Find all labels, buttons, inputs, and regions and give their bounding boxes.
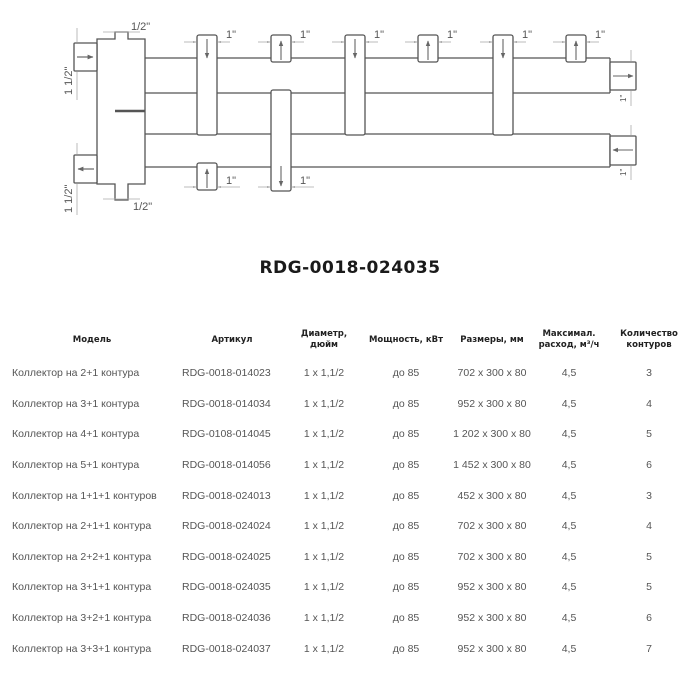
svg-text:1": 1": [226, 175, 237, 187]
cell-diameter: 1 x 1,1/2: [303, 520, 345, 533]
header-power: Мощность, кВт: [368, 334, 444, 345]
cell-diameter: 1 x 1,1/2: [303, 489, 345, 502]
table-row: [8, 572, 692, 603]
svg-text:1/2": 1/2": [131, 21, 151, 33]
cell-article: RDG-0018-024025: [182, 550, 271, 563]
cell-model: Коллектор на 3+1+1 контура: [12, 581, 152, 594]
cell-circuit-count: 5: [646, 428, 652, 441]
svg-text:1": 1": [300, 29, 311, 41]
cell-max-flow: 4,5: [561, 612, 577, 625]
manifold-schematic: [0, 0, 700, 230]
cell-diameter: 1 x 1,1/2: [303, 550, 345, 563]
cell-power: до 85: [392, 489, 420, 502]
cell-diameter: 1 x 1,1/2: [303, 612, 345, 625]
cell-article: RDG-0018-024036: [182, 612, 271, 625]
svg-text:1": 1": [619, 168, 628, 176]
header-diameter: Диаметр, дюйм: [300, 329, 348, 350]
cell-article: RDG-0018-024013: [182, 489, 271, 502]
header-model: Модель: [72, 334, 112, 345]
svg-text:1": 1": [522, 29, 533, 41]
cell-power: до 85: [392, 550, 420, 563]
header-circuit-count: Количество контуров: [620, 329, 678, 350]
cell-circuit-count: 3: [646, 367, 652, 380]
cell-article: RDG-0018-024035: [182, 581, 271, 594]
cell-circuit-count: 5: [646, 550, 652, 563]
cell-max-flow: 4,5: [561, 428, 577, 441]
cell-power: до 85: [392, 428, 420, 441]
cell-model: Коллектор на 2+2+1 контура: [12, 550, 152, 563]
cell-circuit-count: 6: [646, 612, 652, 625]
cell-dimensions: 702 x 300 x 80: [457, 520, 527, 533]
table-row: [8, 450, 692, 481]
table-row: [8, 603, 692, 634]
cell-max-flow: 4,5: [561, 520, 577, 533]
table-row: [8, 542, 692, 573]
cell-diameter: 1 x 1,1/2: [303, 642, 345, 655]
cell-dimensions: 702 x 300 x 80: [457, 367, 527, 380]
cell-max-flow: 4,5: [561, 459, 577, 472]
cell-dimensions: 1 452 x 300 x 80: [453, 459, 531, 472]
cell-dimensions: 1 202 x 300 x 80: [453, 428, 531, 441]
table-row: [8, 419, 692, 450]
cell-model: Коллектор на 1+1+1 контуров: [12, 489, 157, 502]
cell-power: до 85: [392, 459, 420, 472]
cell-power: до 85: [392, 367, 420, 380]
header-article: Артикул: [211, 334, 253, 345]
cell-article: RDG-0018-014056: [182, 459, 271, 472]
cell-power: до 85: [392, 642, 420, 655]
cell-max-flow: 4,5: [561, 581, 577, 594]
cell-article: RDG-0018-014034: [182, 397, 271, 410]
cell-max-flow: 4,5: [561, 642, 577, 655]
cell-model: Коллектор на 3+3+1 контура: [12, 642, 152, 655]
cell-article: RDG-0018-024024: [182, 520, 271, 533]
cell-circuit-count: 4: [646, 397, 652, 410]
cell-power: до 85: [392, 612, 420, 625]
cell-model: Коллектор на 5+1 контура: [12, 459, 140, 472]
cell-circuit-count: 7: [646, 642, 652, 655]
cell-model: Коллектор на 3+1 контура: [12, 397, 140, 410]
table-row: [8, 633, 692, 664]
cell-power: до 85: [392, 581, 420, 594]
svg-text:1": 1": [619, 94, 628, 102]
cell-max-flow: 4,5: [561, 489, 577, 502]
cell-dimensions: 952 x 300 x 80: [457, 612, 527, 625]
table-header-row: [8, 322, 692, 358]
cell-dimensions: 702 x 300 x 80: [457, 550, 527, 563]
cell-article: RDG-0018-024037: [182, 642, 271, 655]
svg-text:1": 1": [226, 29, 237, 41]
cell-diameter: 1 x 1,1/2: [303, 459, 345, 472]
svg-text:1 1/2": 1 1/2": [63, 66, 75, 95]
table-row: [8, 358, 692, 389]
cell-model: Коллектор на 2+1+1 контура: [12, 520, 152, 533]
header-max-flow: Максимал. расход, м³/ч: [538, 329, 600, 350]
cell-circuit-count: 6: [646, 459, 652, 472]
table-row: [8, 480, 692, 511]
svg-text:1 1/2": 1 1/2": [63, 184, 75, 213]
cell-power: до 85: [392, 397, 420, 410]
table-row: [8, 389, 692, 420]
cell-dimensions: 952 x 300 x 80: [457, 581, 527, 594]
cell-article: RDG-0018-014023: [182, 367, 271, 380]
table-row: [8, 511, 692, 542]
svg-text:1": 1": [374, 29, 385, 41]
cell-diameter: 1 x 1,1/2: [303, 397, 345, 410]
header-dimensions: Размеры, мм: [460, 334, 524, 345]
cell-max-flow: 4,5: [561, 397, 577, 410]
svg-text:1/2": 1/2": [133, 201, 153, 213]
cell-model: Коллектор на 4+1 контура: [12, 428, 140, 441]
specs-table: [8, 322, 692, 664]
cell-circuit-count: 3: [646, 489, 652, 502]
cell-max-flow: 4,5: [561, 550, 577, 563]
cell-circuit-count: 5: [646, 581, 652, 594]
cell-dimensions: 452 x 300 x 80: [457, 489, 527, 502]
cell-model: Коллектор на 2+1 контура: [12, 367, 140, 380]
cell-dimensions: 952 x 300 x 80: [457, 397, 527, 410]
cell-power: до 85: [392, 520, 420, 533]
cell-model: Коллектор на 3+2+1 контура: [12, 612, 152, 625]
svg-text:1": 1": [447, 29, 458, 41]
svg-text:1": 1": [300, 175, 311, 187]
cell-max-flow: 4,5: [561, 367, 577, 380]
cell-diameter: 1 x 1,1/2: [303, 581, 345, 594]
cell-article: RDG-0108-014045: [182, 428, 271, 441]
cell-dimensions: 952 x 300 x 80: [457, 642, 527, 655]
cell-diameter: 1 x 1,1/2: [303, 367, 345, 380]
cell-diameter: 1 x 1,1/2: [303, 428, 345, 441]
product-code-title: RDG-0018-024035: [259, 258, 441, 278]
cell-circuit-count: 4: [646, 520, 652, 533]
svg-text:1": 1": [595, 29, 606, 41]
